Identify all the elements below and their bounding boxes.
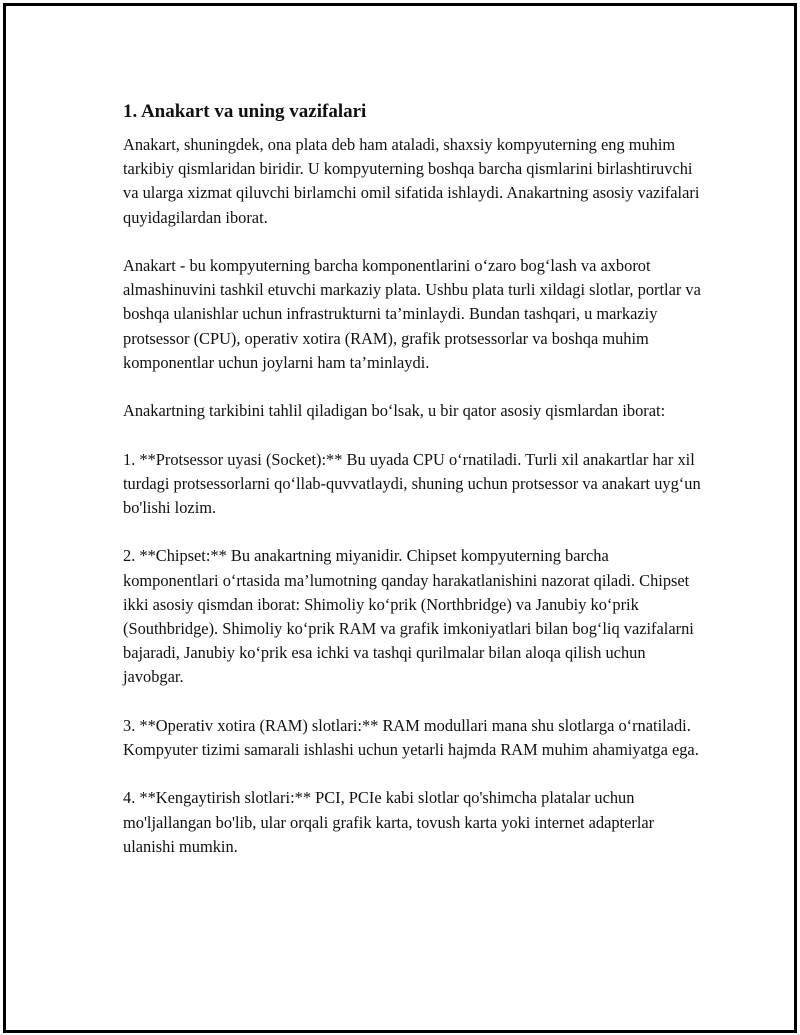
list-item-socket: 1. **Protsessor uyasi (Socket):** Bu uyada CPU o‘rnatiladi. Turli xil anakartlar har xil turdagi protsessorlarni qo‘llab-quvvatlaydi, shuning uchun protsessor va anakart uyg‘un bo'lishi lozim.	[123, 449, 701, 517]
document-page	[3, 3, 797, 1033]
paragraph-definition: Anakart - bu kompyuterning barcha komponentlarini o‘zaro bog‘lash va axborot almashinuvini tashkil etuvchi markaziy plata. Ushbu plata turli xildagi slotlar, portlar va boshqa ulanishlar uchun infrastrukturni ta’minlaydi. Bundan tashqari, u markaziy protsessor (CPU), operativ xotira (RAM), grafik protsessorlar va boshqa muhim komponentlar uchun joylarni ham ta’minlaydi.	[123, 256, 701, 372]
document-content	[123, 98, 703, 883]
paragraph-components-intro: Anakartning tarkibini tahlil qiladigan bo‘lsak, u bir qator asosiy qismlardan iborat:	[123, 401, 666, 421]
list-item-expansion-slots: 4. **Kengaytirish slotlari:** PCI, PCIe kabi slotlar qo'shimcha platalar uchun mo'ljallangan bo'lib, ular orqali grafik karta, tovush karta yoki internet adapterlar ulanishi mumkin.	[123, 788, 655, 856]
section-heading: 1. Anakart va uning vazifalari	[123, 101, 367, 122]
list-item-ram-slots: 3. **Operativ xotira (RAM) slotlari:** RAM modullari mana shu slotlarga o‘rnatiladi. Kompyuter tizimi samarali ishlashi uchun yetarli hajmda RAM muhim ahamiyatga ega.	[123, 715, 699, 759]
list-item-chipset: 2. **Chipset:** Bu anakartning miyanidir. Chipset kompyuterning barcha komponentlari o‘rtasida ma’lumotning qanday harakatlanishini nazorat qiladi. Chipset ikki asosiy qismdan iborat: Shimoliy ko‘prik (Northbridge) va Janubiy ko‘prik (Southbridge). Shimoliy ko‘prik RAM va grafik imkoniyatlari bilan bog‘liq vazifalarni bajaradi, Janubiy ko‘prik esa ichki va tashqi qurilmalar bilan aloqa qilish uchun javobgar.	[123, 546, 694, 687]
paragraph-intro: Anakart, shuningdek, ona plata deb ham ataladi, shaxsiy kompyuterning eng muhim tarkibiy qismlaridan biridir. U kompyuterning boshqa barcha qismlarini birlashtiruvchi va ularga xizmat qiluvchi birlamchi omil sifatida ishlaydi. Anakartning asosiy vazifalari quyidagilardan iborat.	[123, 135, 700, 227]
